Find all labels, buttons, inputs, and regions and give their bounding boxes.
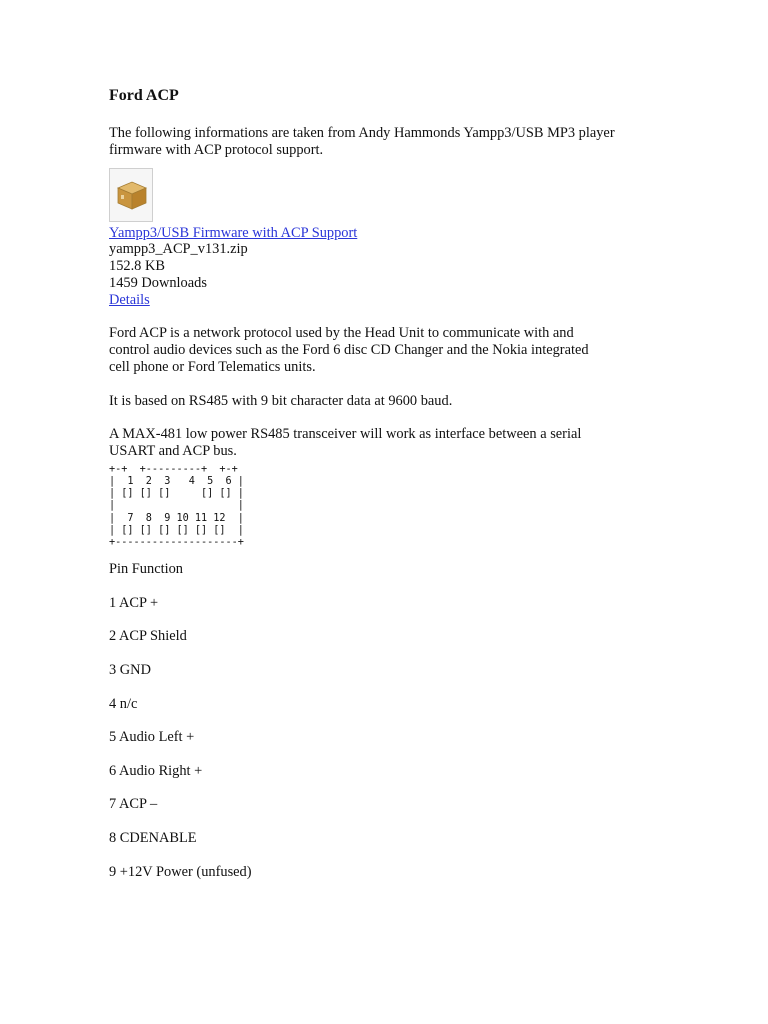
list-item: 2 ACP Shield xyxy=(109,628,187,645)
attachment xyxy=(109,168,709,309)
page-title: Ford ACP xyxy=(109,87,179,104)
list-item: 1 ACP + xyxy=(109,594,159,611)
pin-header: Pin Function xyxy=(109,561,183,578)
details-link[interactable]: Details xyxy=(109,291,150,308)
document-body xyxy=(109,86,709,897)
attachment-filename: yampp3_ACP_v131.zip xyxy=(109,241,248,258)
attachment-downloads: 1459 Downloads xyxy=(109,274,207,291)
protocol-paragraph: Ford ACP is a network protocol used by the Head Unit to communicate with and control audio devices such as the Ford 6 disc CD Changer and the Nokia integrated cell phone or Ford Telematics units. xyxy=(109,325,589,375)
intro-paragraph: The following informations are taken from Andy Hammonds Yampp3/USB MP3 player firmware with ACP protocol support. xyxy=(109,125,615,158)
list-item: 7 ACP – xyxy=(109,796,158,813)
list-item: 9 +12V Power (unfused) xyxy=(109,863,252,880)
list-item: 6 Audio Right + xyxy=(109,762,203,779)
transceiver-paragraph: A MAX-481 low power RS485 transceiver will work as interface between a serial USART and ACP bus. xyxy=(109,426,582,459)
list-item: 4 n/c xyxy=(109,695,138,712)
pin-list xyxy=(109,561,709,880)
list-item: 5 Audio Left + xyxy=(109,729,195,746)
download-link[interactable]: Yampp3/USB Firmware with ACP Support xyxy=(109,224,358,241)
list-item: 8 CDENABLE xyxy=(109,829,197,846)
baud-paragraph: It is based on RS485 with 9 bit character data at 9600 baud. xyxy=(109,392,453,409)
connector-diagram: +-+ +---------+ +-+ | 1 2 3 4 5 6 | | [] [] [] [] [] | | | | 7 8 9 10 11 12 | | [] [] [] [] [] [] | +--------------------+ xyxy=(109,463,244,548)
list-item: 3 GND xyxy=(109,661,151,678)
package-icon[interactable] xyxy=(109,168,153,222)
attachment-size: 152.8 KB xyxy=(109,258,165,275)
